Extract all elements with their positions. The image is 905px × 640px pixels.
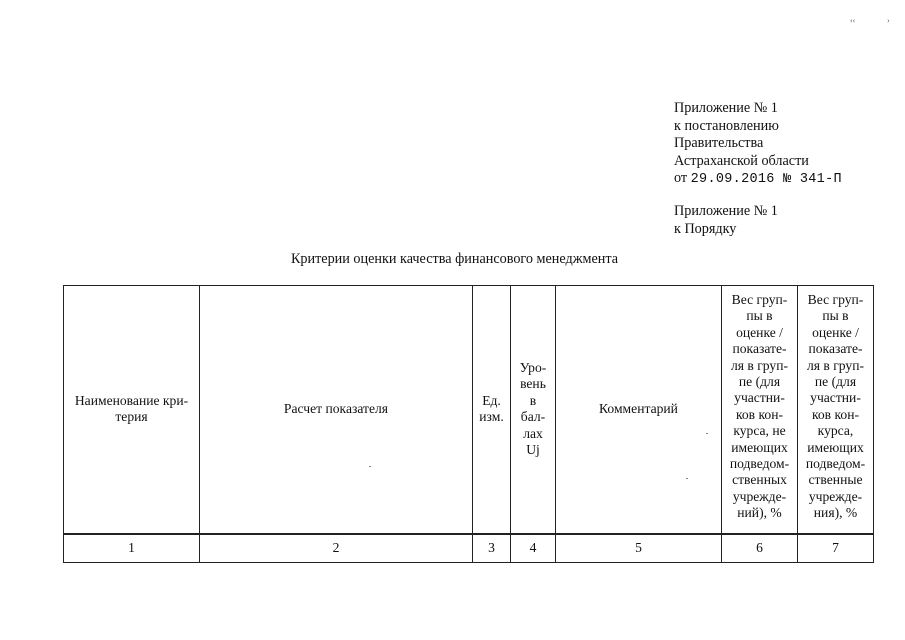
table-header-row <box>64 286 874 534</box>
column-number: 1 <box>64 534 200 563</box>
header-cell-weight-without-subordinates <box>722 286 798 534</box>
header-text: Ед. изм. <box>479 392 504 425</box>
document-title <box>0 251 905 268</box>
document-title-text: Критерии оценки качества финансового менеджмента <box>290 251 619 267</box>
header-text: Вес груп- пы в оценке / показате- ля в груп- пе (для участни- ков кон- курса, имеющих подведом- ственные учрежде- ния), % <box>805 292 866 521</box>
scan-mark: ‹‹ <box>850 16 856 25</box>
header-cell-calculation <box>200 286 473 534</box>
header-text: Уро- вень в бал- лах Uj <box>519 360 547 458</box>
header-text: Вес груп- пы в оценке / показате- ля в груп- пе (для участни- ков кон- курса, не имеющих подведом- ственных учрежде- ний), % <box>729 292 790 521</box>
header-cell-comment <box>556 286 722 534</box>
header-text: Комментарий <box>599 401 678 417</box>
header-cell-weight-with-subordinates <box>798 286 874 534</box>
scan-speck <box>706 433 708 434</box>
header-cell-criterion <box>64 286 200 534</box>
header-text: Наименование кри- терия <box>74 392 189 425</box>
appendix-line: к постановлению <box>674 117 779 134</box>
header-cell-level <box>511 286 556 534</box>
date-value: 29.09.2016 № 341-П <box>690 172 842 187</box>
table-number-row <box>64 534 874 563</box>
header-cell-unit <box>473 286 511 534</box>
appendix-header <box>674 100 842 189</box>
appendix-sub-header <box>674 203 778 238</box>
scan-speck <box>686 478 688 479</box>
column-number: 2 <box>200 534 473 563</box>
appendix-line: Приложение № 1 <box>674 203 778 219</box>
column-number: 4 <box>511 534 556 563</box>
scan-speck <box>369 466 371 467</box>
column-number: 3 <box>473 534 511 563</box>
column-number: 5 <box>556 534 722 563</box>
header-text: Расчет показателя <box>283 401 389 417</box>
criteria-table <box>63 285 874 563</box>
date-prefix: от <box>674 170 688 186</box>
column-number: 6 <box>722 534 798 563</box>
appendix-line: Приложение № 1 <box>674 100 778 116</box>
column-number: 7 <box>798 534 874 563</box>
appendix-line: к Порядку <box>674 220 737 237</box>
scan-mark: › <box>887 16 890 25</box>
appendix-line: Астраханской области <box>674 152 809 169</box>
appendix-date <box>674 170 842 189</box>
appendix-line: Правительства <box>674 135 764 151</box>
